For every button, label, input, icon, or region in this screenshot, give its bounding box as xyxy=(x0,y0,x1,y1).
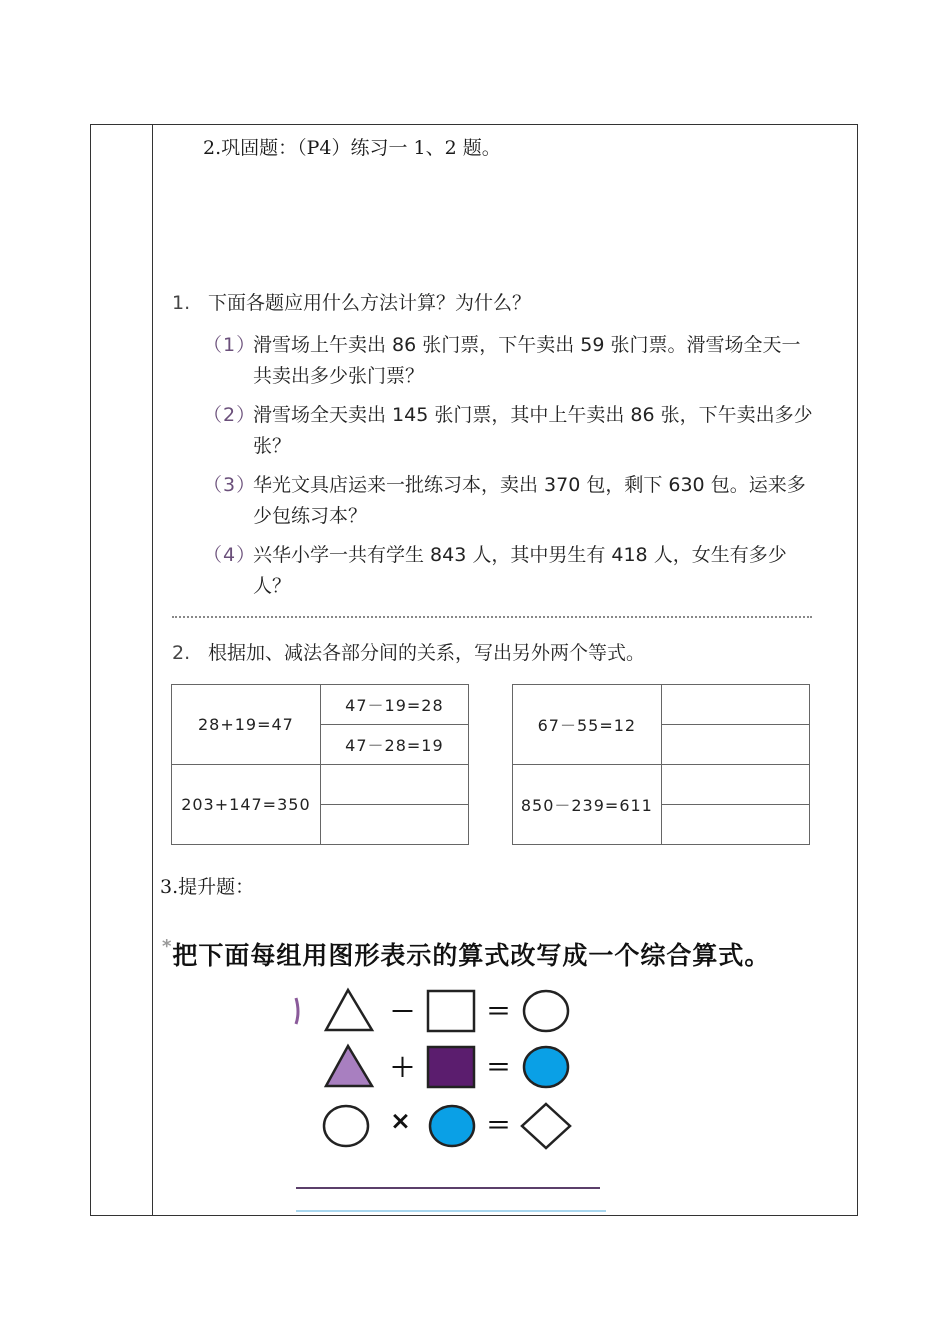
section3-heading: 3.提升题： xyxy=(160,876,255,898)
diamond-shape xyxy=(522,1104,570,1148)
q2-number: 2. xyxy=(172,642,191,664)
q3-row-2 xyxy=(294,1040,584,1096)
q1-item-4-num: （4） xyxy=(203,544,257,566)
q2-left-eq1-a: 47－19=28 xyxy=(320,685,468,725)
q2-left-eq2-b[interactable] xyxy=(320,805,468,845)
q2-left-eq2-a[interactable] xyxy=(320,765,468,805)
filled-circle-shape xyxy=(524,1047,568,1087)
left-column xyxy=(91,125,153,1215)
q3-row-1 xyxy=(294,984,584,1040)
q1-item-1-text: 滑雪场上午卖出 86 张门票，下午卖出 59 张门票。滑雪场全天一共卖出多少张门票？ xyxy=(253,334,801,387)
answer-line-light xyxy=(296,1210,606,1212)
q1-title xyxy=(172,288,531,315)
section2-heading: 2.巩固题：（P4）练习一 1、2 题。 xyxy=(203,137,501,159)
q3-row-3-eq: ＝ xyxy=(486,1111,513,1140)
q2-title xyxy=(172,638,645,665)
q2-right-eq1-b[interactable] xyxy=(661,725,809,765)
circle-shape xyxy=(524,991,568,1031)
q2-left-eq2: 203+147=350 xyxy=(172,765,321,845)
filled-triangle-shape xyxy=(326,1046,372,1086)
answer-line xyxy=(296,1187,600,1189)
q1-title-text: 下面各题应用什么方法计算？为什么？ xyxy=(208,292,532,314)
q3-row-2-op: ＋ xyxy=(390,1053,417,1082)
q1-item-1 xyxy=(203,330,823,396)
triangle-shape xyxy=(326,990,372,1030)
q3-title-text: 把下面每组用图形表示的算式改写成一个综合算式。 xyxy=(172,941,771,970)
q1-item-2-num: （2） xyxy=(203,404,257,426)
q2-left-table xyxy=(171,684,469,845)
q3-title xyxy=(162,936,770,972)
cropped-mark xyxy=(296,998,298,1024)
q2-title-text: 根据加、减法各部分间的关系，写出另外两个等式。 xyxy=(208,642,646,664)
q1-item-3-num: （3） xyxy=(203,474,257,496)
q3-row-1-op: － xyxy=(390,997,417,1026)
circle-shape xyxy=(324,1106,368,1146)
q2-left-eq1: 28+19=47 xyxy=(172,685,321,765)
q2-right-table xyxy=(512,684,810,845)
q3-row-1-eq: ＝ xyxy=(486,997,513,1026)
dotted-divider xyxy=(172,616,812,618)
filled-square-shape xyxy=(428,1047,474,1087)
q1-item-2-text: 滑雪场全天卖出 145 张门票，其中上午卖出 86 张，下午卖出多少张？ xyxy=(253,404,813,457)
q3-star: * xyxy=(162,936,173,957)
q1-number: 1. xyxy=(172,292,191,314)
q1-item-1-num: （1） xyxy=(203,334,257,356)
q1-item-4-text: 兴华小学一共有学生 843 人，其中男生有 418 人，女生有多少人？ xyxy=(253,544,787,597)
q3-row-3 xyxy=(294,1098,584,1154)
q2-right-eq2-a[interactable] xyxy=(661,765,809,805)
q2-right-eq2: 850－239=611 xyxy=(513,765,662,845)
q1-item-3-text: 华光文具店运来一批练习本，卖出 370 包，剩下 630 包。运来多少包练习本？ xyxy=(253,474,806,527)
filled-circle-shape xyxy=(430,1106,474,1146)
q1-item-3 xyxy=(203,470,823,536)
q2-right-eq1: 67－55=12 xyxy=(513,685,662,765)
square-shape xyxy=(428,991,474,1031)
q2-right-eq2-b[interactable] xyxy=(661,805,809,845)
q2-left-eq1-b: 47－28=19 xyxy=(320,725,468,765)
q3-row-2-eq: ＝ xyxy=(486,1053,513,1082)
q2-right-eq1-a[interactable] xyxy=(661,685,809,725)
q1-item-2 xyxy=(203,400,823,466)
q1-item-4 xyxy=(203,540,823,606)
q3-row-3-op: × xyxy=(390,1106,412,1135)
